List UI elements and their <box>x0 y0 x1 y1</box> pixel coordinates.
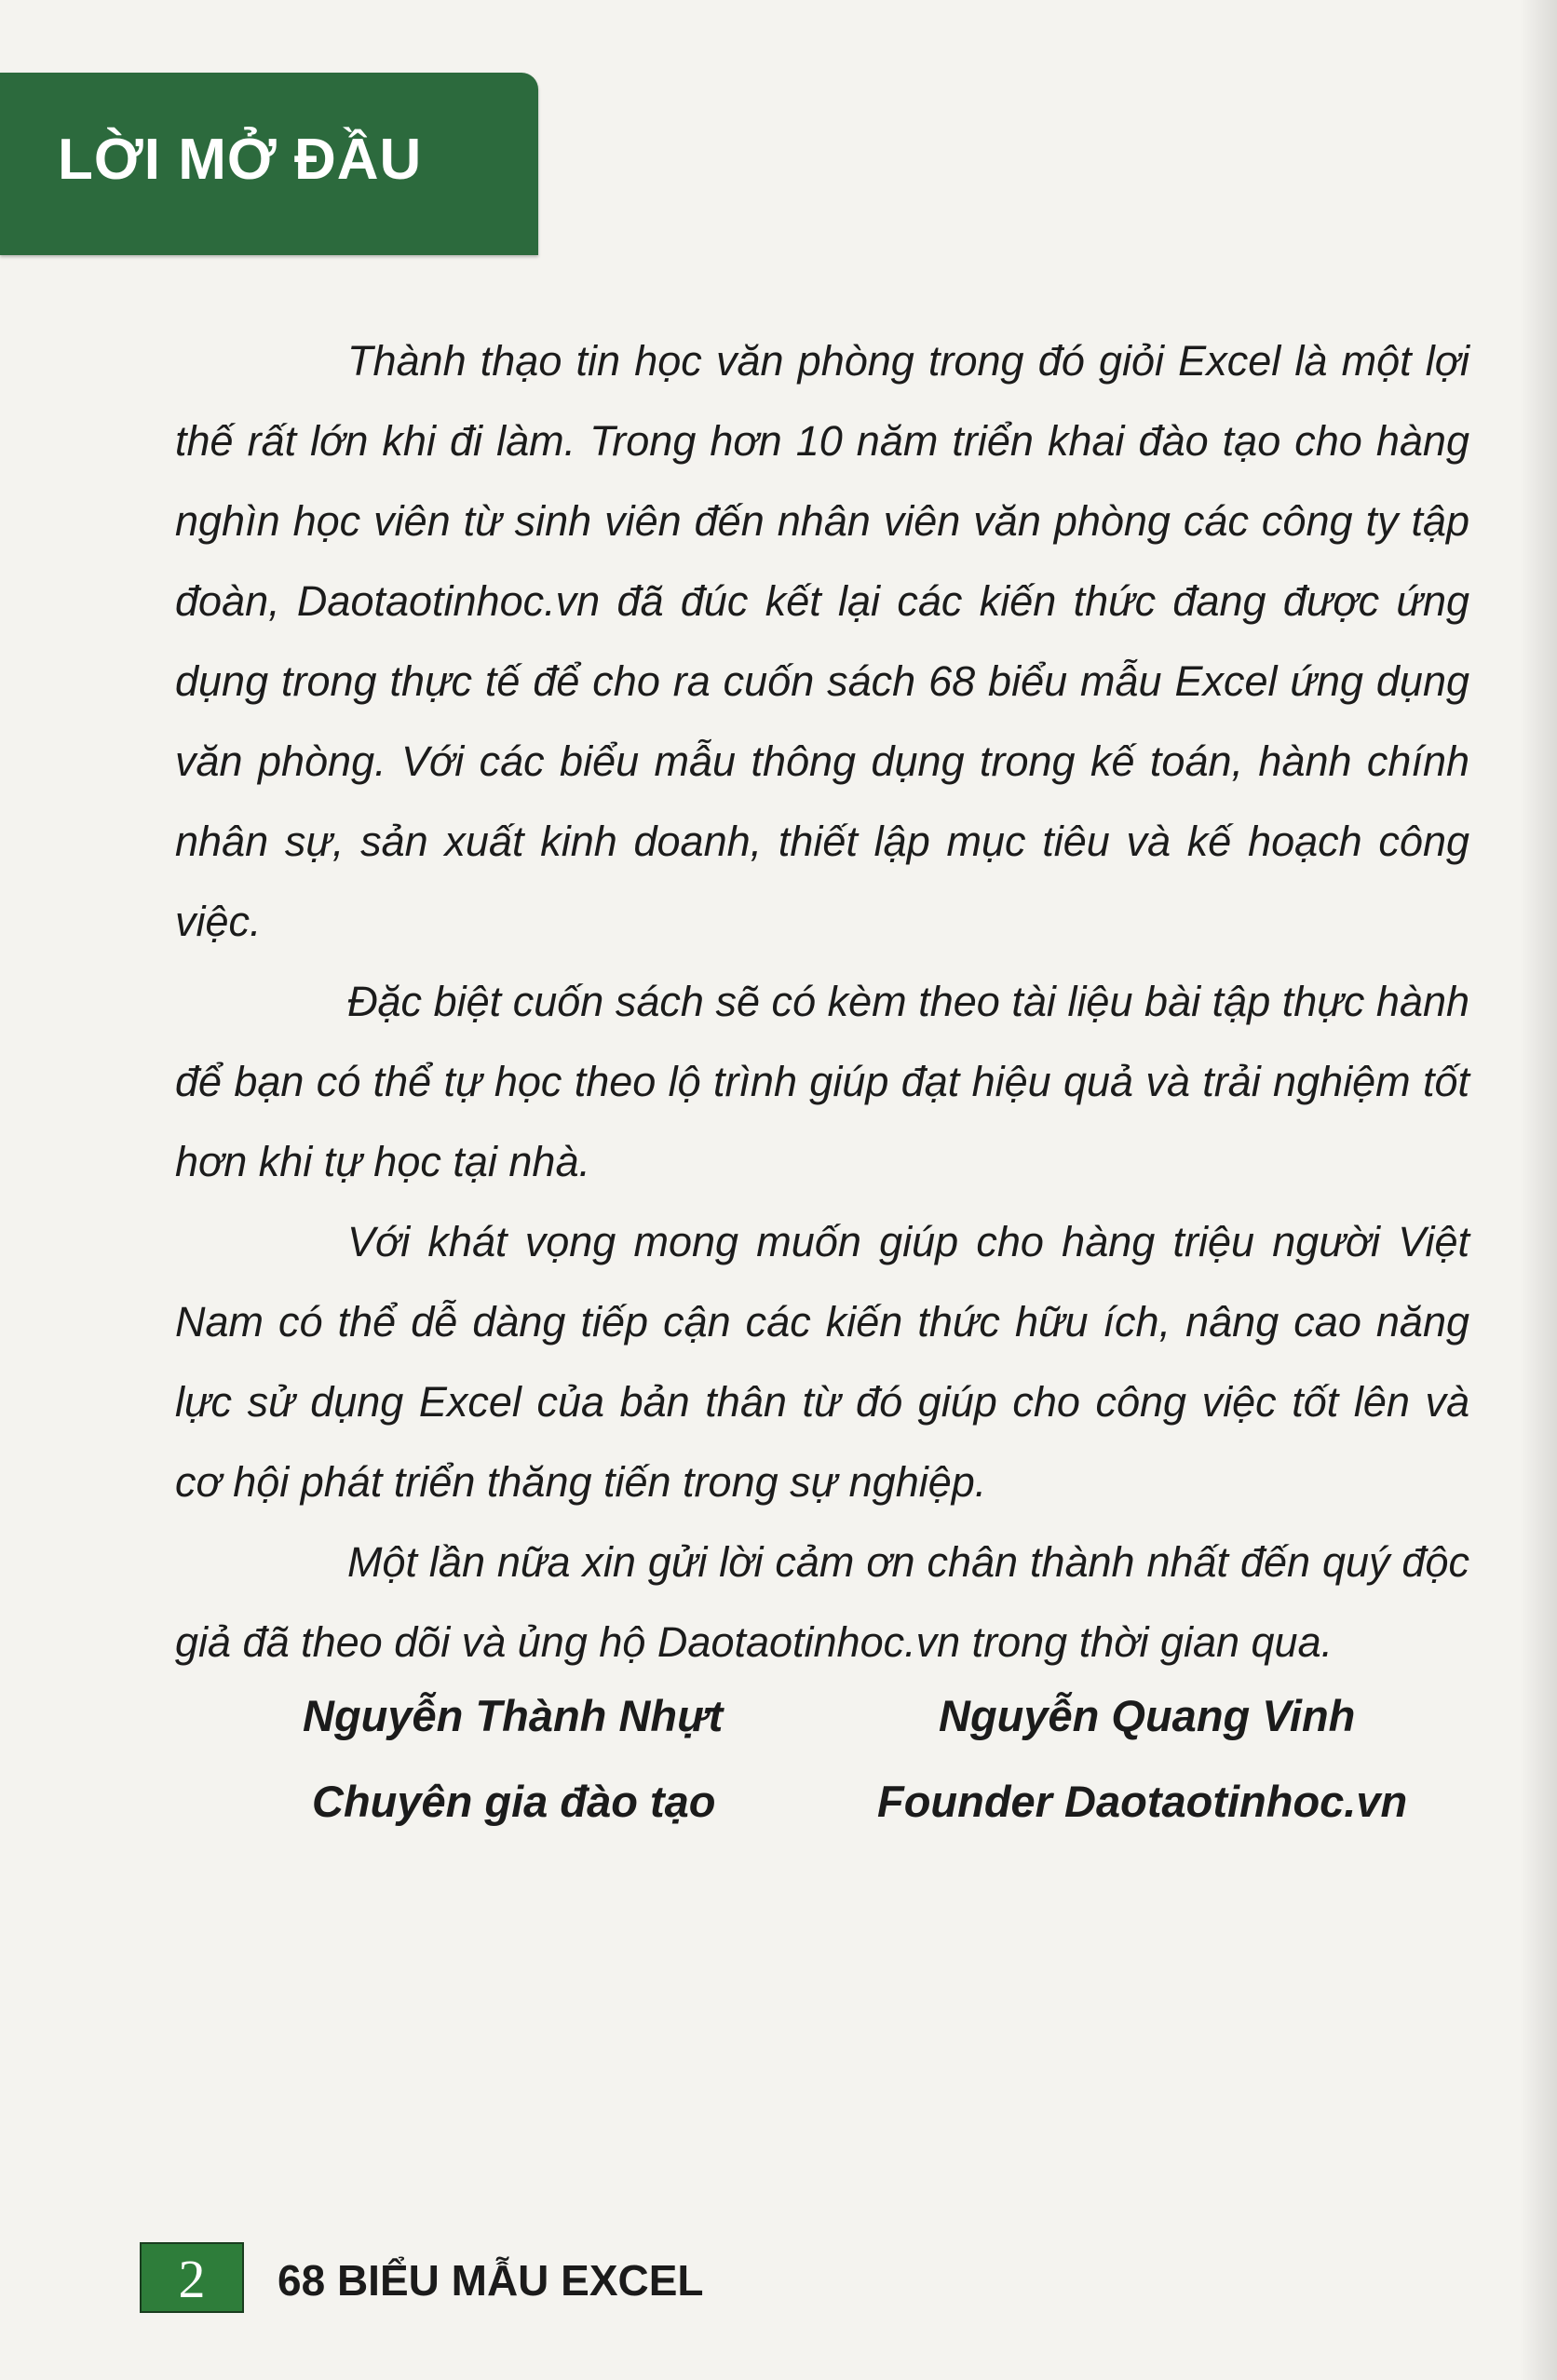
author-2-role: Founder Daotaotinhoc.vn <box>877 1777 1408 1826</box>
paragraph-1: Thành thạo tin học văn phòng trong đó giỏi Excel là một lợi thế rất lớn khi đi làm. Trong hơn 10 năm triển khai đào tạo cho hàng nghìn học viên từ sinh viên đến nhân viên văn phòng các công ty tập đoàn, Daotaotinhoc.vn đã đúc kết lại các kiến thức đang được ứng dụng trong thực tế để cho ra cuốn sách 68 biểu mẫu Excel ứng dụng văn phòng. Với các biểu mẫu thông dụng trong kế toán, hành chính nhân sự, sản xuất kinh doanh, thiết lập mục tiêu và kế hoạch công việc. <box>175 337 1469 945</box>
page-number-badge <box>140 2242 244 2313</box>
signature-block <box>0 1690 1557 1867</box>
author-2-name: Nguyễn Quang Vinh <box>939 1691 1356 1740</box>
running-book-title: 68 BIỂU MẪU EXCEL <box>278 2256 704 2305</box>
page-number: 2 <box>178 2249 206 2309</box>
author-1-name: Nguyễn Thành Nhựt <box>303 1691 724 1740</box>
chapter-title: LỜI MỞ ĐẦU <box>58 128 423 192</box>
author-1-role: Chuyên gia đào tạo <box>312 1777 716 1826</box>
paragraph-2: Đặc biệt cuốn sách sẽ có kèm theo tài liệu bài tập thực hành để bạn có thể tự học theo lộ trình giúp đạt hiệu quả và trải nghiệm tốt hơn khi tự học tại nhà. <box>175 978 1469 1185</box>
preface-body <box>175 321 1469 1683</box>
paragraph-3: Với khát vọng mong muốn giúp cho hàng triệu người Việt Nam có thể dễ dàng tiếp cận các kiến thức hữu ích, nâng cao năng lực sử dụng Excel của bản thân từ đó giúp cho công việc tốt lên và cơ hội phát triển thăng tiến trong sự nghiệp. <box>175 1218 1469 1506</box>
chapter-title-banner <box>0 73 538 255</box>
page-footer <box>140 2242 792 2317</box>
page-edge-shadow <box>1520 0 1557 2380</box>
paragraph-4: Một lần nữa xin gửi lời cảm ơn chân thành nhất đến quý độc giả đã theo dõi và ủng hộ Daotaotinhoc.vn trong thời gian qua. <box>175 1538 1469 1666</box>
